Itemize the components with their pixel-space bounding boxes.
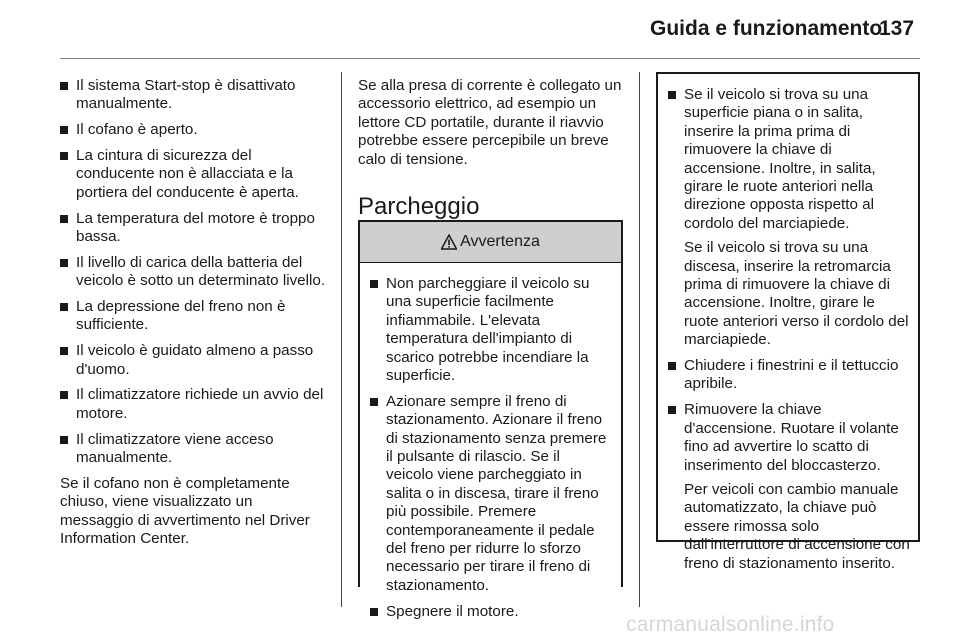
- column-divider-left: [341, 72, 342, 607]
- list-item: Spegnere il motore.: [370, 603, 611, 621]
- bullet-square-icon: [60, 215, 68, 223]
- instructions-list: [668, 86, 912, 573]
- header-rule: [60, 58, 920, 59]
- page-number: 137: [879, 17, 915, 40]
- warning-list: [370, 275, 611, 621]
- list-item: Il climatizzatore richiede un avvio del motore.: [60, 386, 326, 423]
- list-item: Chiudere i finestrini e il tettuccio apribile.: [668, 357, 912, 394]
- list-item: Il livello di carica della batteria del veicolo è sotto un determinato livello.: [60, 254, 326, 291]
- bullet-square-icon: [60, 152, 68, 160]
- bullet-square-icon: [370, 398, 378, 406]
- bullet-square-icon: [668, 362, 676, 370]
- section-title: Parcheggio: [358, 193, 480, 221]
- bullet-square-icon: [60, 82, 68, 90]
- list-item: Rimuovere la chiave d'accensione. Ruotare il volante fino ad avvertire lo scatto di inserimento del bloccasterzo. Per veicoli con cambio manuale automatizzato, la chiave può essere rimossa solo dall'interruttore di accensione con freno di stazionamento inserito.: [668, 401, 912, 573]
- list-item: Non parcheggiare il veicolo su una superficie facilmente infiammabile. L'elevata temperatura dell'impianto di scarico potrebbe incendiare la superficie.: [370, 275, 611, 385]
- list-item: La temperatura del motore è troppo bassa.: [60, 210, 326, 247]
- list-item: Il veicolo è guidato almeno a passo d'uomo.: [60, 342, 326, 379]
- list-item: Se il veicolo si trova su una superficie piana o in salita, inserire la prima prima di rimuovere la chiave di accensione. Inoltre, in salita, girare le ruote anteriori nella direzione opposta rispetto al cordolo del marciapiede. Se il veicolo si trova su una discesa, inserire la retromarcia prima di rimuovere la chiave di accensione. Inoltre, girare le ruote anteriori verso il cordolo del marciapiede.: [668, 86, 912, 350]
- warning-triangle-icon: [441, 234, 457, 250]
- list-item: Azionare sempre il freno di stazionamento. Azionare il freno di stazionamento senza premere il pulsante di rilascio. Se il veicolo viene parcheggiato in salita o in discesa, tirare il freno più possibile. Premere contemporaneamente il pedale del freno per ridurre lo sforzo necessario per tirare il freno di stazionamento.: [370, 393, 611, 595]
- sub-paragraph: Per veicoli con cambio manuale automatizzato, la chiave può essere rimossa solo dall'interruttore di accensione con freno di stazionamento inserito.: [684, 480, 910, 572]
- watermark: carmanualsonline.info: [626, 613, 835, 636]
- warning-title: Avvertenza: [460, 233, 540, 250]
- bullet-square-icon: [370, 280, 378, 288]
- bullet-square-icon: [60, 347, 68, 355]
- column-divider-right: [639, 72, 640, 607]
- page-header: [0, 0, 960, 60]
- bullet-square-icon: [60, 391, 68, 399]
- bullet-square-icon: [60, 126, 68, 134]
- list-item: La cintura di sicurezza del conducente non è allacciata e la portiera del conducente è aperta.: [60, 147, 326, 202]
- bullet-square-icon: [668, 406, 676, 414]
- warning-header: [360, 222, 621, 263]
- instructions-box: [656, 72, 920, 572]
- intro-paragraph: Se alla presa di corrente è collegato un accessorio elettrico, ad esempio un lettore CD portatile, durante il riavvio potrebbe essere percepibile un breve calo di tensione.: [358, 77, 622, 168]
- left-column: [60, 77, 326, 548]
- warning-box: [358, 220, 623, 620]
- bullet-square-icon: [60, 436, 68, 444]
- condition-list: [60, 77, 326, 467]
- bullet-square-icon: [668, 91, 676, 99]
- running-title: Guida e funzionamento: [650, 17, 883, 40]
- bullet-square-icon: [60, 259, 68, 267]
- middle-column: [358, 77, 624, 239]
- list-item: La depressione del freno non è sufficiente.: [60, 298, 326, 335]
- list-item: Il sistema Start-stop è disattivato manualmente.: [60, 77, 326, 114]
- sub-paragraph: Se il veicolo si trova su una discesa, inserire la retromarcia prima di rimuovere la chiave di accensione. Inoltre, girare le ruote anteriori verso il cordolo del marciapiede.: [684, 239, 909, 349]
- bullet-square-icon: [60, 303, 68, 311]
- hood-warning-paragraph: Se il cofano non è completamente chiuso, viene visualizzato un messaggio di avvertimento nel Driver Information Center.: [60, 474, 310, 548]
- instructions-body: [658, 74, 918, 573]
- list-item: Il cofano è aperto.: [60, 121, 326, 139]
- bullet-square-icon: [370, 608, 378, 616]
- warning-body: [360, 263, 621, 621]
- list-item: Il climatizzatore viene acceso manualmente.: [60, 431, 326, 468]
